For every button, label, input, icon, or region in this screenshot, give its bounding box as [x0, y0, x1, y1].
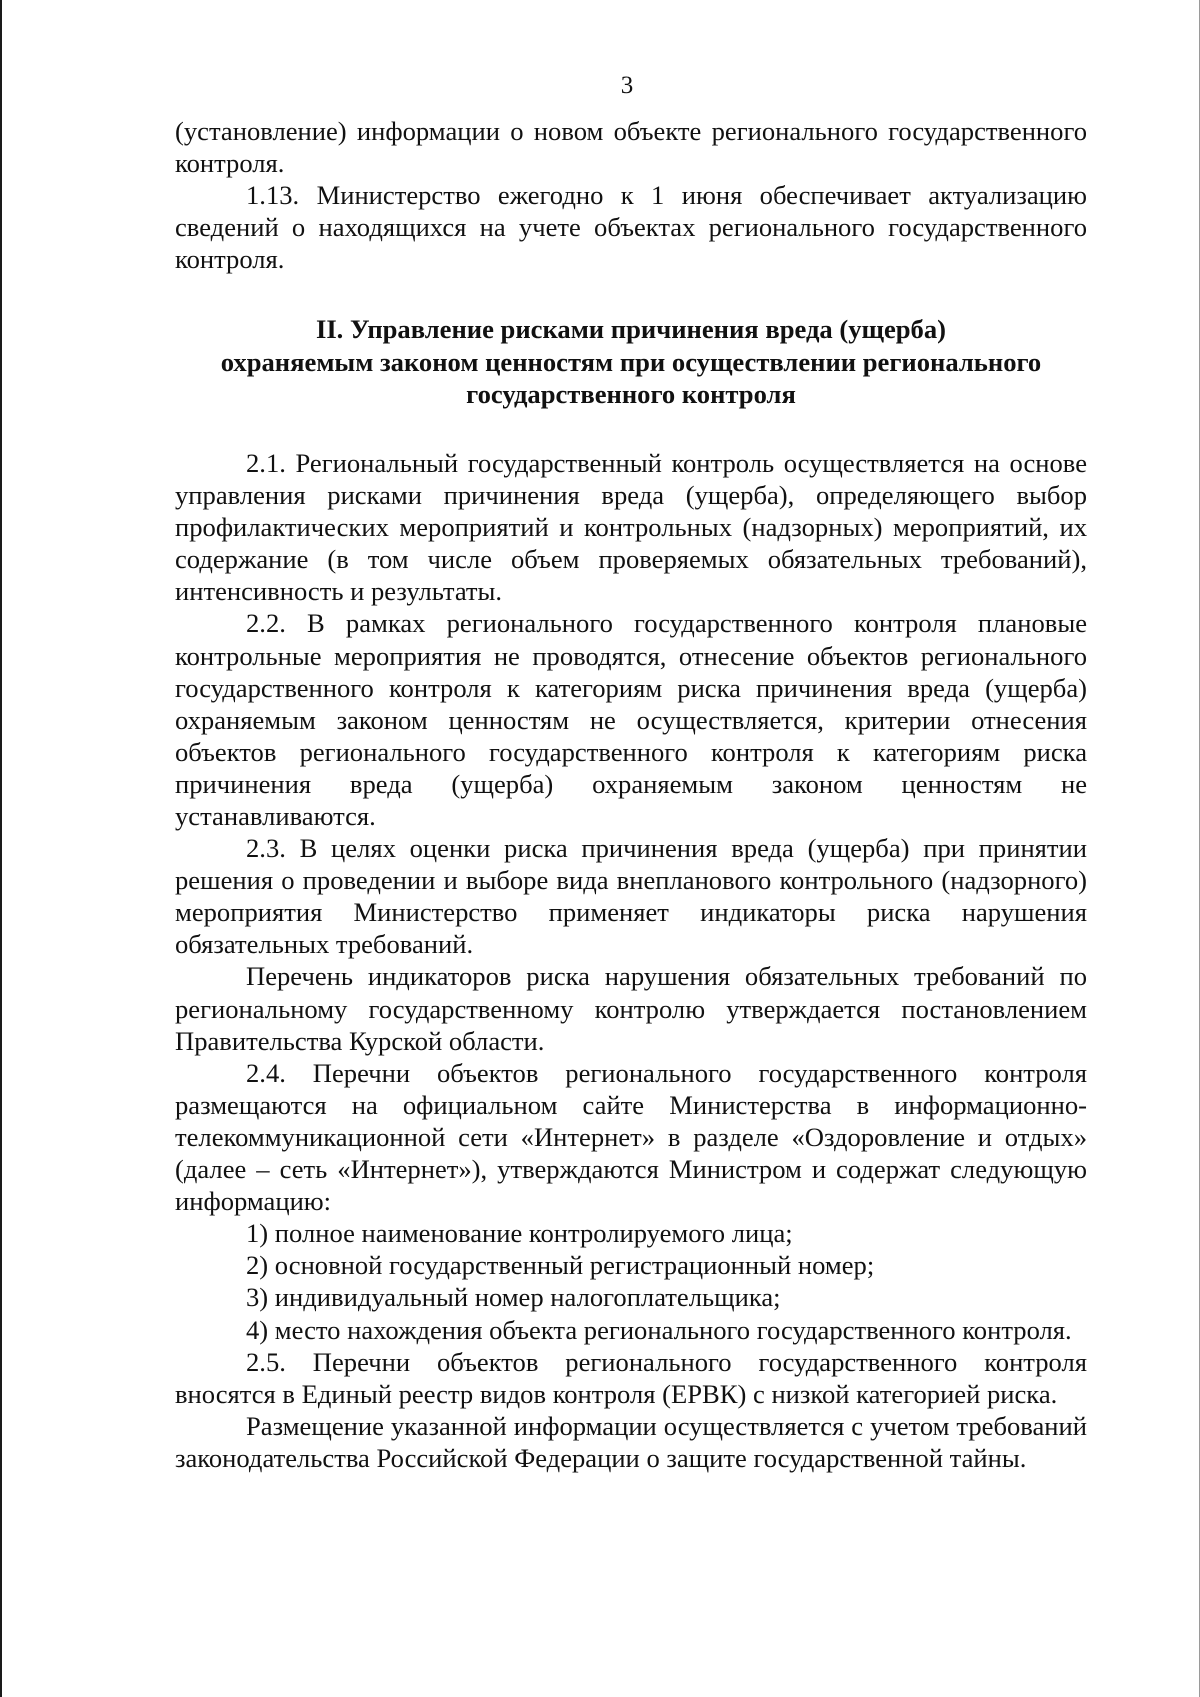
- paragraph-2-1: 2.1. Региональный государственный контроль осуществляется на основе управления рисками причинения вреда (ущерба), определяющего выбор профилактических мероприятий и контрольных (надзорных) мероприятий, их содержание (в том числе объем проверяемых обязательных требований), интенсивность и результаты.: [175, 447, 1087, 607]
- section-heading: [175, 313, 1087, 411]
- list-item-2: 2) основной государственный регистрационный номер;: [246, 1250, 875, 1281]
- paragraph-placement: Размещение указанной информации осуществляется с учетом требований законодательства Российской Федерации о защите государственной тайны.: [175, 1410, 1087, 1473]
- document-body: [175, 115, 1087, 1474]
- list-item-3: 3) индивидуальный номер налогоплательщика;: [246, 1282, 781, 1313]
- section-heading-line-1: II. Управление рисками причинения вреда (ущерба): [315, 314, 946, 345]
- paragraph-2-2: 2.2. В рамках регионального государственного контроля плановые контрольные мероприятия не проводятся, отнесение объектов регионального государственного контроля к категориям риска причинения вреда (ущерба) охраняемым законом ценностям не осуществляется, критерии отнесения объектов регионального государственного контроля к категориям риска причинения вреда (ущерба) охраняемым законом ценностям не устанавливаются.: [175, 608, 1087, 831]
- section-heading-line-2: охраняемым законом ценностям при осуществлении регионального: [220, 346, 1042, 377]
- paragraph-1-13: 1.13. Министерство ежегодно к 1 июня обеспечивает актуализацию сведений о находящихся на учете объектах регионального государственного контроля.: [175, 180, 1087, 275]
- list-item-4: 4) место нахождения объекта регионального государственного контроля.: [246, 1314, 1072, 1345]
- paragraph-2-5: 2.5. Перечни объектов регионального государственного контроля вносятся в Единый реестр видов контроля (ЕРВК) с низкой категорией риска.: [175, 1346, 1087, 1409]
- paragraph-indicators-list: Перечень индикаторов риска нарушения обязательных требований по региональному государственному контролю утверждается постановлением Правительства Курской области.: [175, 961, 1087, 1056]
- paragraph-continuation: (установление) информации о новом объекте регионального государственного контроля.: [175, 116, 1087, 179]
- paragraph-2-3: 2.3. В целях оценки риска причинения вреда (ущерба) при принятии решения о проведении и выборе вида внепланового контрольного (надзорного) мероприятия Министерство применяет индикаторы риска нарушения обязательных требований.: [175, 833, 1087, 960]
- section-heading-line-3: государственного контроля: [466, 379, 796, 410]
- paragraph-2-4: 2.4. Перечни объектов регионального государственного контроля размещаются на официальном сайте Министерства в информационно-телекоммуникационной сети «Интернет» в разделе «Оздоровление и отдых» (далее – сеть «Интернет»), утверждаются Министром и содержат следующую информацию:: [175, 1057, 1087, 1217]
- page-number: 3: [620, 72, 634, 99]
- list-item-1: 1) полное наименование контролируемого лица;: [246, 1218, 793, 1249]
